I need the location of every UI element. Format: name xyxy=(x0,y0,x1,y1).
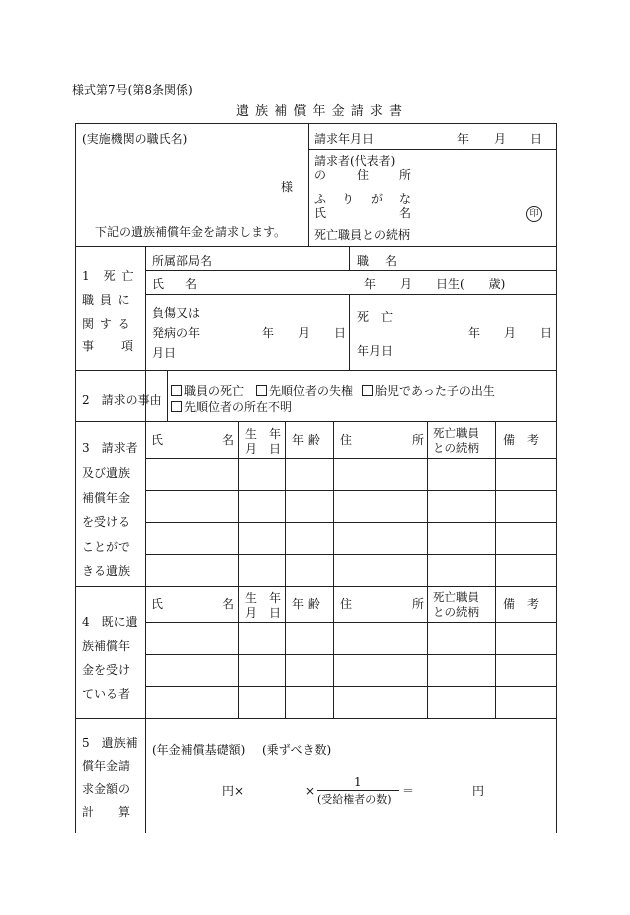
reason-option-3-text: 胎児であった子の出生 xyxy=(375,384,495,398)
table-border-top xyxy=(75,123,557,124)
sec1-label-2: 職 員 に xyxy=(82,293,131,307)
col-note: 備 考 xyxy=(503,433,540,447)
furigana-3: が xyxy=(371,192,384,206)
request-statement: 下記の遺族補償年金を請求します。 xyxy=(95,225,287,239)
col-birth-1: 生 年 xyxy=(245,427,282,441)
yen-times: 円× xyxy=(222,784,245,798)
sec1-death-rule xyxy=(349,294,350,370)
sec3-label-5: ことがで xyxy=(82,540,131,554)
times-sign: × xyxy=(305,784,316,798)
agency-label: (実施機関の職氏名) xyxy=(82,132,188,146)
sec5-label-3: 求金額の xyxy=(82,782,131,796)
col-addr-2: 所 xyxy=(412,433,425,447)
col-addr-1: 住 xyxy=(340,433,353,447)
injury-label-3: 月日 xyxy=(152,346,177,360)
sec1-label-1: 1 死 亡 xyxy=(82,269,135,283)
injury-label-2: 発病の年 xyxy=(152,326,201,340)
request-date-label: 請求年月日 xyxy=(314,132,375,146)
reason-option-2[interactable] xyxy=(256,385,353,397)
sec5-label-2: 償年金請 xyxy=(82,759,131,773)
col-name-1: 氏 xyxy=(151,597,164,611)
reason-option-1-text: 職員の死亡 xyxy=(184,384,245,398)
claimant-name-shi: 氏 xyxy=(314,206,327,220)
deceased-birth: 年 月 日生( 歳) xyxy=(364,277,506,291)
reason-option-4-text: 先順位者の所在不明 xyxy=(184,400,293,414)
col-rel-1: 死亡職員 xyxy=(433,590,479,604)
col-addr-1: 住 xyxy=(340,597,353,611)
post-label-1: 職 xyxy=(357,254,370,268)
dept-label: 所属部局名 xyxy=(152,254,213,268)
sec5-label-1: 5 遺族補 xyxy=(82,736,138,750)
checkbox-icon[interactable] xyxy=(256,385,267,396)
sec4-col-rule xyxy=(427,586,428,718)
fraction-numerator: 1 xyxy=(354,775,362,789)
col-name-1: 氏 xyxy=(151,433,164,447)
sec3-label-3: 補償年金 xyxy=(82,491,131,505)
checkbox-icon[interactable] xyxy=(171,401,182,412)
deceased-name-1: 氏 xyxy=(152,277,165,291)
reason-option-3[interactable] xyxy=(362,385,495,397)
claimant-label: 請求者(代表者) xyxy=(314,154,396,168)
honorific: 様 xyxy=(281,180,294,194)
sec4-col-rule xyxy=(495,586,496,718)
sec1-label-3: 関 す る xyxy=(82,317,131,331)
col-rel-1: 死亡職員 xyxy=(433,426,479,440)
sec4-label-4: ている者 xyxy=(82,687,131,701)
deceased-name-2: 名 xyxy=(185,277,198,291)
furigana-1: ふ xyxy=(314,192,327,206)
form-title: 遺 族 補 償 年 金 請 求 書 xyxy=(236,104,404,119)
fraction-denominator: (受給権者の数) xyxy=(317,793,392,806)
sec1-label-4: 事 項 xyxy=(82,339,135,353)
top-divider xyxy=(308,123,309,246)
reason-option-1[interactable] xyxy=(171,385,244,397)
sec1-post-rule xyxy=(349,246,350,270)
sec2-label-rule xyxy=(167,370,168,421)
table-border-left xyxy=(75,123,76,833)
sec3-top-rule xyxy=(75,421,557,422)
request-date-day: 日 xyxy=(530,132,543,146)
sec4-top-rule xyxy=(75,586,557,587)
sec1-top-rule xyxy=(75,246,557,247)
sec2-label: 2 請求の事由 xyxy=(82,393,162,407)
base-amount-label: (年金補償基礎額) xyxy=(152,743,246,757)
sec3-col-rule xyxy=(285,421,286,586)
sec4-col-rule xyxy=(238,586,239,718)
sec4-col-rule xyxy=(285,586,286,718)
col-birth-1: 生 年 xyxy=(245,591,282,605)
injury-label-1: 負傷又は xyxy=(152,306,201,320)
multiplier-label: (乗ずべき数) xyxy=(262,743,332,757)
claimant-address-no: の xyxy=(314,168,327,182)
col-birth-2: 月 日 xyxy=(245,606,282,620)
col-birth-2: 月 日 xyxy=(245,442,282,456)
top-right-rule xyxy=(308,149,556,150)
death-label-2: 年月日 xyxy=(357,344,394,358)
sec3-label-6: きる遺族 xyxy=(82,564,131,578)
reason-option-2-text: 先順位者の失権 xyxy=(269,384,354,398)
sec5-top-rule xyxy=(75,718,557,719)
checkbox-icon[interactable] xyxy=(362,385,373,396)
sec2-top-rule xyxy=(75,370,557,371)
fraction-line xyxy=(317,790,399,791)
label-column-rule xyxy=(145,246,146,833)
result-yen: 円 xyxy=(472,784,485,798)
col-rel-2: との続柄 xyxy=(433,605,479,619)
furigana-2: り xyxy=(342,192,355,206)
col-name-2: 名 xyxy=(222,597,235,611)
post-label-2: 名 xyxy=(385,254,398,268)
table-border-right xyxy=(556,123,557,833)
col-age: 年 齢 xyxy=(292,597,320,611)
form-number: 様式第7号(第8条関係) xyxy=(72,83,193,97)
claimant-address-ju: 住 xyxy=(357,168,370,182)
request-date-year: 年 xyxy=(457,132,470,146)
col-rel-2: との続柄 xyxy=(433,441,479,455)
equals-sign: ＝ xyxy=(402,784,415,798)
sec3-label-2: 及び遺族 xyxy=(82,466,131,480)
sec1-row-rule-2 xyxy=(145,294,556,295)
sec4-label-3: 金を受け xyxy=(82,663,131,677)
sec3-label-4: を受ける xyxy=(82,515,131,529)
col-note: 備 考 xyxy=(503,597,540,611)
reason-option-4[interactable] xyxy=(171,401,292,413)
sec1-row-rule-1 xyxy=(145,270,556,271)
col-age: 年 齢 xyxy=(292,433,320,447)
sec3-col-rule xyxy=(495,421,496,586)
sec3-col-rule xyxy=(238,421,239,586)
furigana-4: な xyxy=(399,192,412,206)
sec4-label-2: 族補償年 xyxy=(82,639,131,653)
sec4-col-rule xyxy=(333,586,334,718)
request-date-month: 月 xyxy=(494,132,507,146)
seal-icon: 印 xyxy=(526,206,542,222)
sec5-label-4: 計 算 xyxy=(82,805,131,819)
claimant-name-mei: 名 xyxy=(399,206,412,220)
sec3-col-rule xyxy=(427,421,428,586)
checkbox-icon[interactable] xyxy=(171,385,182,396)
death-date: 年 月 日 xyxy=(468,326,553,340)
col-addr-2: 所 xyxy=(412,597,425,611)
injury-date: 年 月 日 xyxy=(262,326,347,340)
claimant-address-sho: 所 xyxy=(399,168,412,182)
relation-label: 死亡職員との続柄 xyxy=(314,228,411,242)
sec3-label-1: 3 請求者 xyxy=(82,441,138,455)
death-label-1: 死 亡 xyxy=(357,310,394,324)
col-name-2: 名 xyxy=(222,433,235,447)
sec4-label-1: 4 既に遺 xyxy=(82,615,138,629)
sec3-col-rule xyxy=(333,421,334,586)
